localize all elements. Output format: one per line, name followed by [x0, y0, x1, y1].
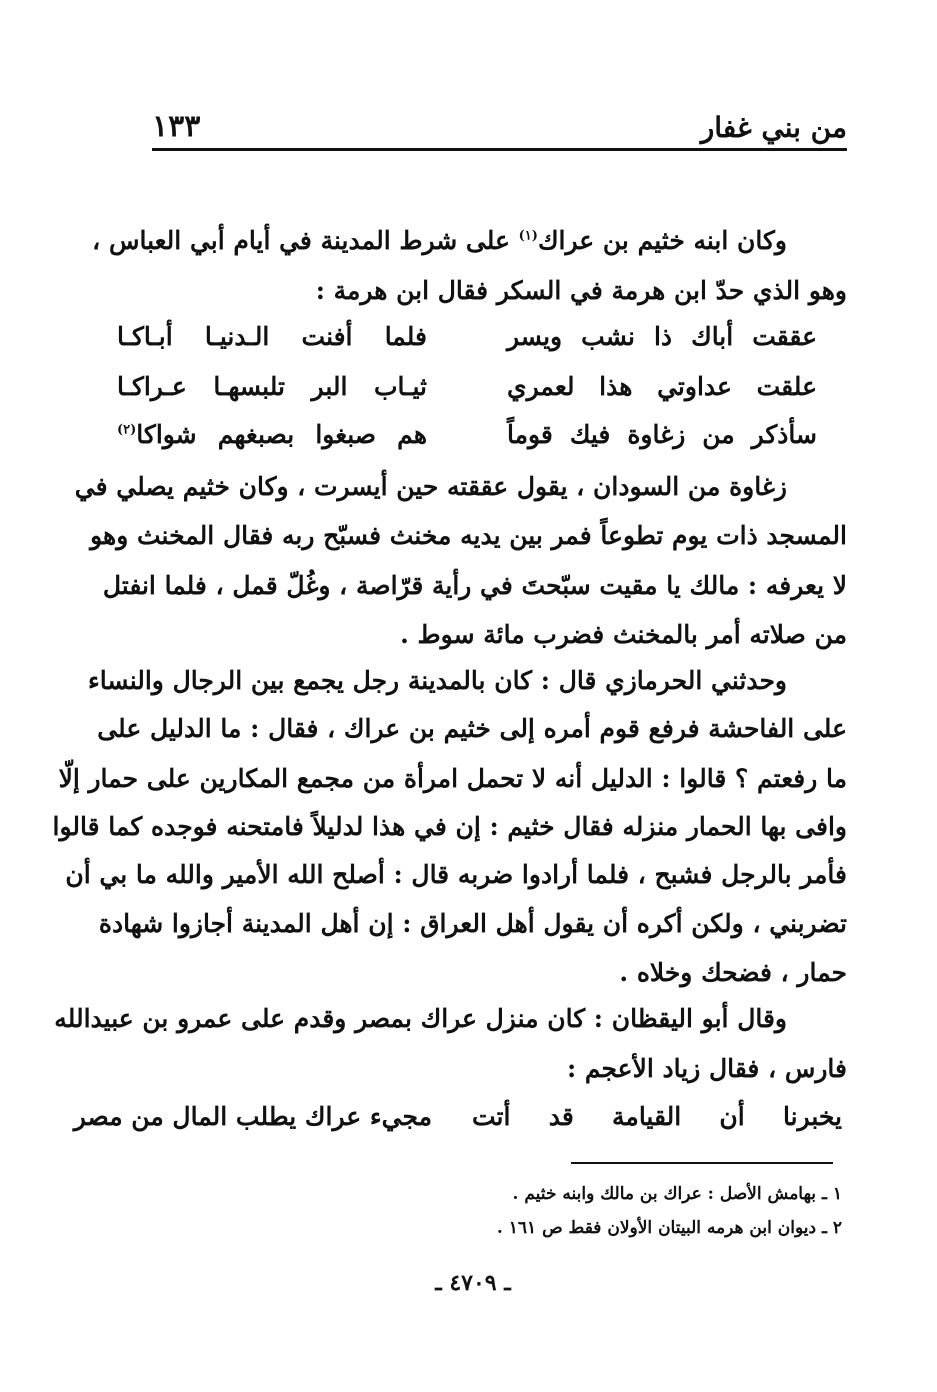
verse-line [117, 374, 817, 399]
chapter-title: من بني غفار [700, 111, 847, 144]
text-line: زغاوة من السودان ، يقول عققته حين أيسرت ، وكان خثيم يصلي في [74, 472, 787, 501]
verse-hemistich-first: عققت أباك ذا نشب ويسر [507, 322, 817, 351]
text-line: تضربني ، ولكن أكره أن يقول أهل العراق : إن أهل المدينة أجازوا شهادة [98, 909, 847, 938]
verse-hemistich-second: فلما أفنت الـدنيـا أبـاكـا [117, 322, 427, 351]
verse-hemistich-first: يخبرنا أن القيامة قد أتت [472, 1102, 842, 1131]
page-header [152, 92, 847, 142]
text-line: وافى بها الحمار منزله فقال خثيم : إن في هذا لدليلاً فامتحنه فوجده كما قالوا [52, 812, 847, 841]
text-line: وقال أبو اليقظان : كان منزل عراك بمصر وقدم على عمرو بن عبيدالله [54, 1004, 787, 1033]
verse-hemistich-first: علقت عداوتي هذا لعمري [507, 372, 817, 401]
verse-hemistich-first: سأذكر من زغاوة فيك قوماً [507, 420, 817, 449]
header-rule [152, 148, 847, 151]
text-line: المسجد ذات يوم تطوعاً فمر بين يديه مخنث فسبّح ربه فقال المخنث وهو [90, 521, 847, 550]
text-span: على شرط المدينة في أيام أبي العباس ، [92, 226, 519, 255]
footnote-ref-1: (١) [518, 228, 538, 244]
text-line: على الفاحشة فرفع قوم أمره إلى خثيم بن عراك ، فقال : ما الدليل على [97, 714, 847, 743]
text-line: من صلاته أمر بالمخنث فضرب مائة سوط . [400, 620, 847, 649]
text-span: هم صبغوا بصبغهم شواكا [136, 420, 427, 449]
text-line: ما رفعتم ؟ قالوا : الدليل أنه لا تحمل امرأة من مجمع المكارين على حمار إلّا [58, 764, 847, 793]
text-line: فارس ، فقال زياد الأعجم : [566, 1054, 847, 1083]
verse-hemistich-second: مجيء عراك يطلب المال من مصر [73, 1102, 432, 1131]
verse-line [73, 1102, 842, 1131]
verse-hemistich-second: ثيـاب البر تلبسهـا عـراكـا [117, 372, 427, 401]
text-line: حمار ، فضحك وخلاه . [619, 958, 847, 987]
text-line [92, 226, 787, 255]
text-line: لا يعرفه : مالك يا مقيت سبّحتَ في رأية قرّاصة ، وغُلّ قمل ، فلما انفتل [102, 571, 847, 600]
footnote-rule [571, 1162, 833, 1164]
verse-line [117, 422, 817, 447]
verse-line [117, 324, 817, 349]
footnote-ref-2: (٢) [117, 422, 137, 438]
folio-number: ـ ٤٧٠٩ ـ [435, 1270, 511, 1296]
text-line: وهو الذي حدّ ابن هرمة في السكر فقال ابن هرمة : [315, 276, 847, 305]
page-number: ١٣٣ [152, 109, 201, 144]
footnote-1: ١ ـ بهامش الأصل : عراك بن مالك وابنه خثيم . [512, 1184, 842, 1204]
text-line: فأمر بالرجل فشبح ، فلما أرادوا ضربه قال : أصلح الله الأمير والله ما بي أن [65, 860, 847, 889]
verse-hemistich-second [117, 422, 427, 447]
footnote-2: ٢ ـ ديوان ابن هرمه البيتان الأولان فقط ص ١٦١ . [496, 1218, 842, 1238]
text-span: وكان ابنه خثيم بن عراك [537, 226, 787, 255]
text-line: وحدثني الحرمازي قال : كان بالمدينة رجل يجمع بين الرجال والنساء [88, 666, 787, 695]
